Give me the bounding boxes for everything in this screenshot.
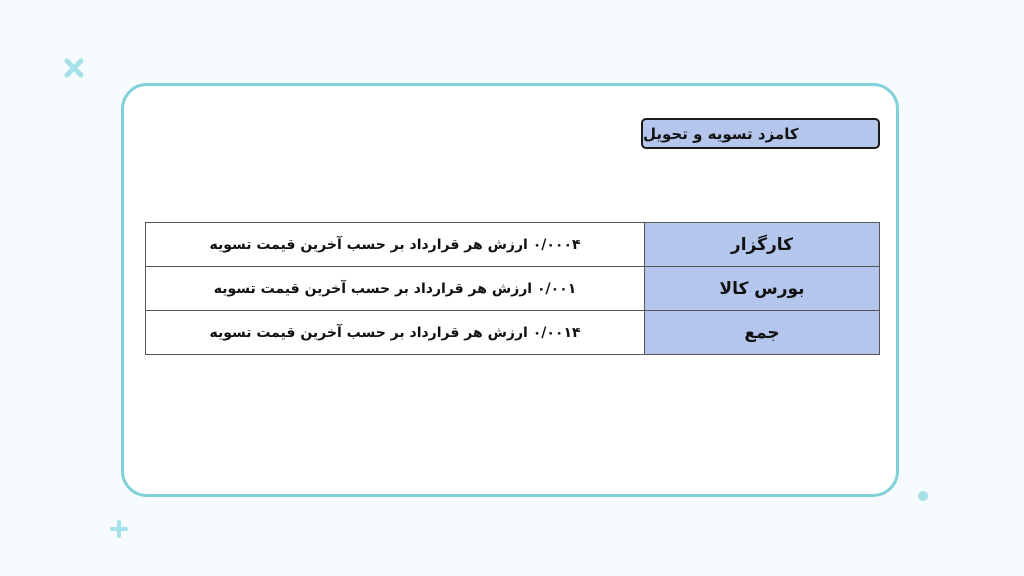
row-value: ۰/۰۰۰۴ ارزش هر قرارداد بر حسب آخرین قیمت تسویه [146,223,645,267]
x-decoration-icon [64,58,84,78]
table-row [146,223,880,267]
row-value: ۰/۰۰۱ ارزش هر قرارداد بر حسب آخرین قیمت تسویه [146,267,645,311]
row-label: جمع [645,311,880,355]
table-row [146,267,880,311]
section-title: کامزد تسویه و تحویل [641,118,880,149]
row-label: کارگزار [645,223,880,267]
fee-table [145,222,880,355]
row-value: ۰/۰۰۱۴ ارزش هر قرارداد بر حسب آخرین قیمت تسویه [146,311,645,355]
plus-decoration-icon [110,520,128,538]
table-row [146,311,880,355]
row-label: بورس کالا [645,267,880,311]
dot-decoration-icon [918,491,928,501]
